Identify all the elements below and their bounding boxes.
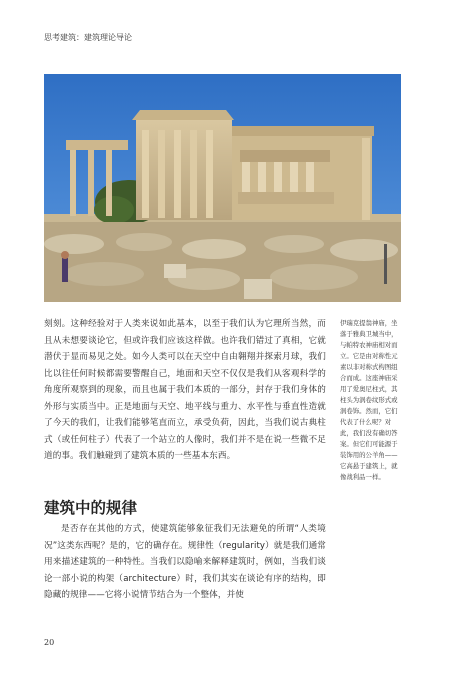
running-header: 思考建筑：建筑理论导论 — [44, 33, 132, 42]
section-text — [44, 521, 326, 604]
page-number: 20 — [44, 638, 55, 647]
body-text — [44, 316, 326, 465]
erechtheion-photo — [44, 74, 401, 302]
section-heading: 建筑中的规律 — [44, 498, 138, 517]
figure-caption: 伊瑞克提翁神庙，坐落于雅典卫城当中，与帕特农神庙相对而立。它是由对称性元素以非对称式构图组合而成。这座神庙采用了爱奥尼柱式，其柱头为涡卷纹形式或涡卷饰。然而，它们代表了什么呢？对此，我们没有确切答案。但它们可能源于装饰用的公羊角——它高悬于建筑上，就像战利品一样。 — [340, 319, 398, 481]
body-paragraph: 刻刻。这种经验对于人类来说如此基本，以至于我们认为它理所当然，而且从未想要谈论它，但或许我们应该这样做。也许我们错过了真相，它就潜伏于显而易见之处。如今人类可以在天空中自由翱翔并探索月球，我们比以往任何时候都需要警醒自己，地面和天空不仅仅是我们从客观科学的角度所观察到的现象，而且也属于我们本质的一部分，封存于我们身体的外形与实质当中。正是地面与天空、地平线与重力、水平性与垂直性造就了今天的我们，让我们能够笔直而立，承受负荷，因此，当我们说古典柱式（或任何柱子）代表了一个站立的人像时，我们并不是在说一些微不足道的事。我们触碰到了建筑本质的一些基本东西。 — [44, 319, 326, 461]
section-paragraph: 是否存在其他的方式，使建筑能够象征我们无法避免的所谓“人类境况”这类东西呢？是的，它的确存在。规律性（regularity）就是我们通常用来描述建筑的一种特性。当我们以隐喻来解释建筑时，例如，当我们谈论一部小说的构架（architecture）时，我们其实在谈论有序的结构，即隐藏的规律——它将小说情节结合为一个整体，并使 — [44, 524, 326, 600]
